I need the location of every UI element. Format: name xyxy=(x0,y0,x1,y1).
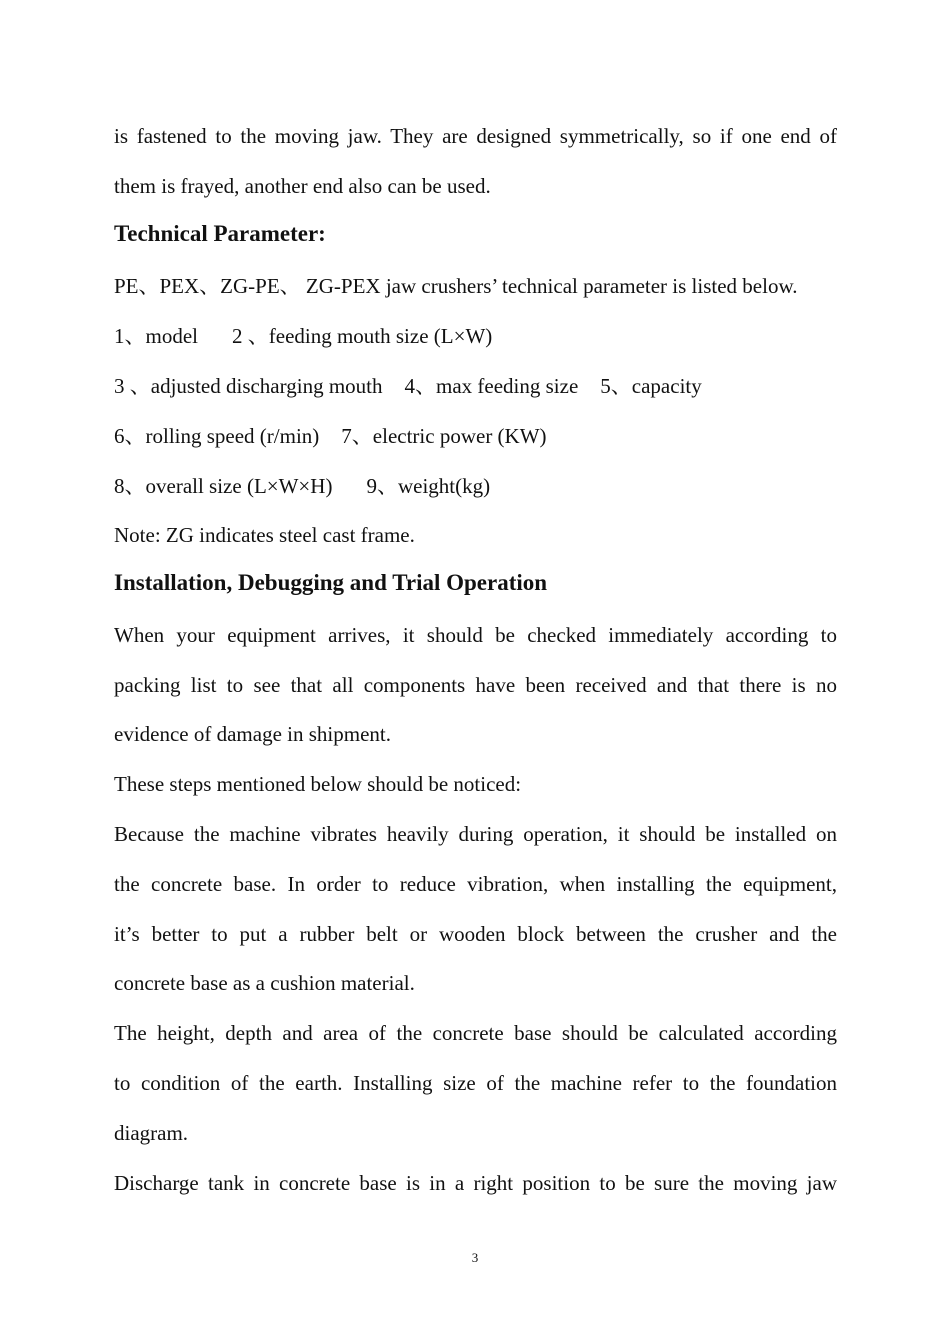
intro-line-1: is fastened to the moving jaw. They are designed symmetrically, so if one end of xyxy=(114,124,837,148)
installation-p2-line-1: Because the machine vibrates heavily during operation, it should be installed on xyxy=(114,822,837,846)
installation-p1-line-3: evidence of damage in shipment. xyxy=(114,722,391,746)
param-item: 2 、feeding mouth size (L×W) xyxy=(232,324,493,348)
param-row-2 xyxy=(114,372,837,400)
param-item: 7、electric power (KW) xyxy=(341,424,547,448)
installation-p1-line-2: packing list to see that all components have been received and that there is no xyxy=(114,673,837,697)
intro-line-2: them is frayed, another end also can be used. xyxy=(114,174,491,198)
param-row-3 xyxy=(114,422,837,450)
technical-intro: PE、PEX、ZG-PE、 ZG-PEX jaw crushers’ technical parameter is listed below. xyxy=(114,274,798,298)
installation-p2-line-4: concrete base as a cushion material. xyxy=(114,971,415,995)
installation-p3-line-3: diagram. xyxy=(114,1121,189,1145)
installation-p1-line-1: When your equipment arrives, it should be checked immediately according to xyxy=(114,623,837,647)
param-row-1 xyxy=(114,322,837,350)
installation-p3-line-1: The height, depth and area of the concrete base should be calculated according xyxy=(114,1021,837,1045)
installation-p2-line-2: the concrete base. In order to reduce vibration, when installing the equipment, xyxy=(114,872,837,896)
param-item: 9、weight(kg) xyxy=(366,474,491,498)
param-item: 1、model xyxy=(114,324,198,348)
param-item: 5、capacity xyxy=(600,374,702,398)
installation-p4-line-1: Discharge tank in concrete base is in a right position to be sure the moving jaw xyxy=(114,1171,837,1195)
installation-p3-line-2: to condition of the earth. Installing size of the machine refer to the foundation xyxy=(114,1071,837,1095)
param-item: 8、overall size (L×W×H) xyxy=(114,474,333,498)
technical-parameter-heading: Technical Parameter: xyxy=(114,221,326,246)
installation-p2-line-3: it’s better to put a rubber belt or wooden block between the crusher and the xyxy=(114,922,837,946)
param-item: 3 、adjusted discharging mouth xyxy=(114,374,383,398)
param-item: 6、rolling speed (r/min) xyxy=(114,424,320,448)
page-number: 3 xyxy=(471,1250,479,1265)
param-item: 4、max feeding size xyxy=(404,374,579,398)
installation-heading: Installation, Debugging and Trial Operation xyxy=(114,570,548,595)
steps-intro: These steps mentioned below should be noticed: xyxy=(114,772,522,796)
param-row-4 xyxy=(114,472,837,500)
technical-note: Note: ZG indicates steel cast frame. xyxy=(114,523,415,547)
